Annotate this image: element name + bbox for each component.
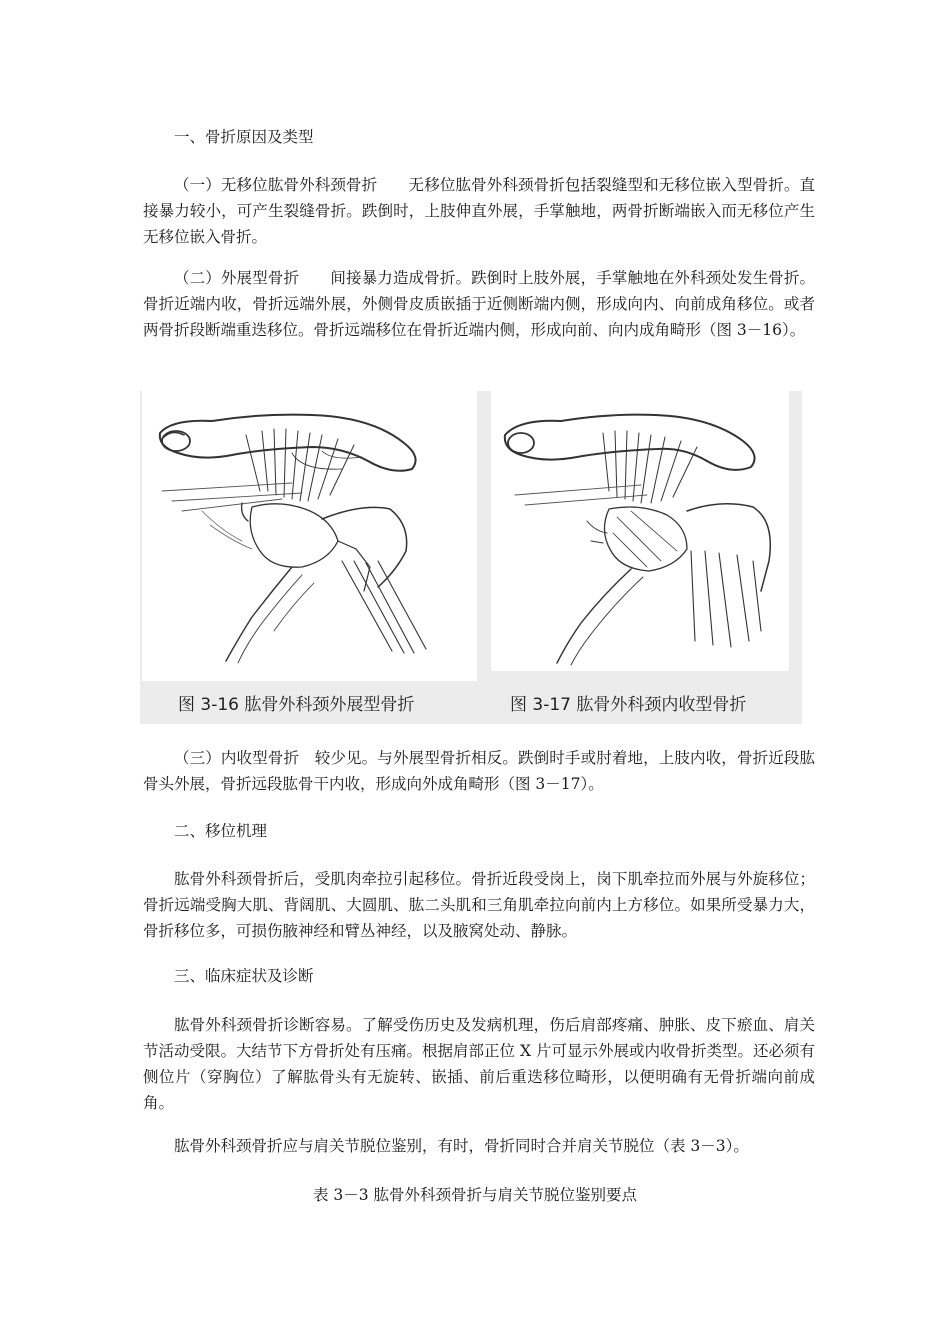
paragraph-adduction-fracture: （三）内收型骨折 较少见。与外展型骨折相反。跌倒时手或肘着地，上肢内收，骨折近段肱骨头外展，骨折远段肱骨干内收，形成向外成角畸形（图 3－17）。 (143, 749, 815, 793)
figure-caption-3-17: 图 3-17 肱骨外科颈内收型骨折 (510, 695, 747, 715)
paragraph-clinical-diagnosis: 肱骨外科颈骨折诊断容易。了解受伤历史及发病机理，伤后肩部疼痛、肿胀、皮下瘀血、肩关节活动受限。大结节下方骨折处有压痛。根据肩部正位 X 片可显示外展或内收骨折类型。还必须有侧位片（穿胸位）了解肱骨头有无旋转、嵌插、前后重迭移位畸形，以便明确有无骨折端向前成角。 (143, 1016, 815, 1112)
shoulder-sketch-adduction (491, 391, 789, 671)
section-heading-displacement-mechanism: 二、移位机理 (174, 822, 268, 840)
paragraph-displacement-mechanism: 肱骨外科颈骨折后，受肌肉牵拉引起移位。骨折近段受岗上，岗下肌牵拉而外展与外旋移位；骨折远端受胸大肌、背阔肌、大圆肌、肱二头肌和三角肌牵拉向前内上方移位。如果所受暴力大，骨折移位多，可损伤腋神经和臂丛神经，以及腋窝处动、静脉。 (143, 870, 815, 940)
table-caption-3-3: 表 3－3 肱骨外科颈骨折与肩关节脱位鉴别要点 (312, 1186, 638, 1204)
figure-adduction-fracture-illustration (491, 391, 789, 671)
paragraph-differential-diagnosis: 肱骨外科颈骨折应与肩关节脱位鉴别，有时，骨折同时合并肩关节脱位（表 3－3）。 (174, 1137, 749, 1155)
section-heading-causes-types: 一、骨折原因及类型 (174, 128, 314, 146)
figure-caption-3-16: 图 3-16 肱骨外科颈外展型骨折 (178, 695, 415, 715)
figure-abduction-fracture-illustration (142, 391, 477, 681)
shoulder-sketch-abduction (142, 391, 477, 681)
paragraph-nondisplaced-fracture: （一）无移位肱骨外科颈骨折 无移位肱骨外科颈骨折包括裂缝型和无移位嵌入型骨折。直接暴力较小，可产生裂缝骨折。跌倒时，上肢伸直外展，手掌触地，两骨折断端嵌入而无移位产生无移位嵌入骨折。 (143, 176, 815, 246)
figure-panel (140, 391, 802, 724)
section-heading-clinical-diagnosis: 三、临床症状及诊断 (174, 967, 314, 985)
paragraph-abduction-fracture: （二）外展型骨折 间接暴力造成骨折。跌倒时上肢外展，手掌触地在外科颈处发生骨折。骨折近端内收，骨折远端外展，外侧骨皮质嵌插于近侧断端内侧，形成向内、向前成角移位。或者两骨折段断端重迭移位。骨折远端移位在骨折近端内侧，形成向前、向内成角畸形（图 3－16）。 (143, 269, 815, 339)
